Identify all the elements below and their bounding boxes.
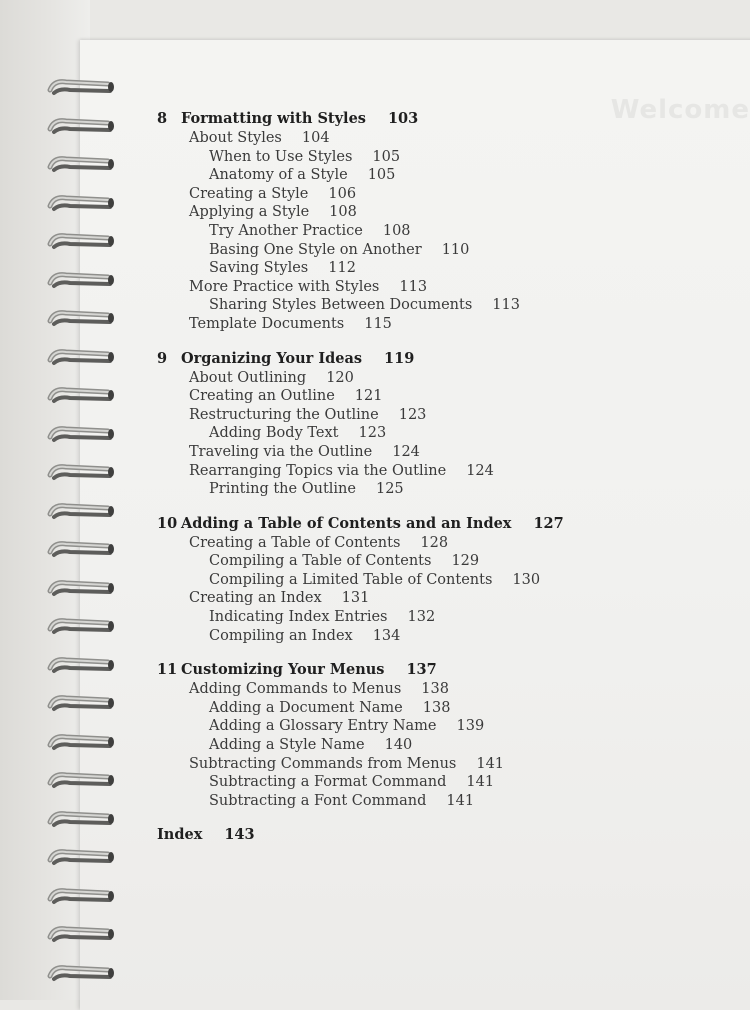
chapter-number: 9	[157, 349, 168, 367]
entry-title: Adding a Style Name	[209, 737, 365, 754]
spiral-coil	[44, 771, 116, 789]
spiral-coil	[44, 232, 116, 250]
toc-subsection-entry	[157, 259, 737, 278]
entry-title: More Practice with Styles	[189, 278, 380, 295]
chapter-page-number: 103	[387, 110, 419, 127]
entry-title: When to Use Styles	[209, 148, 353, 165]
toc-section-entry	[157, 387, 737, 406]
spiral-coil	[44, 463, 116, 481]
entry-page-number: 112	[328, 260, 356, 277]
spiral-coil	[44, 887, 116, 905]
toc-section-entry	[157, 185, 737, 204]
toc-subsection-entry	[157, 608, 737, 627]
chapter-title: Formatting with Styles	[181, 110, 366, 127]
entry-title: Sharing Styles Between Documents	[209, 297, 473, 314]
spiral-coil	[44, 617, 116, 635]
spiral-coil	[44, 964, 116, 982]
toc-section-entry	[157, 278, 737, 297]
toc-subsection-entry	[157, 148, 737, 167]
entry-page-number: 124	[466, 462, 494, 479]
spiral-coil	[44, 810, 116, 828]
toc-subsection-entry	[157, 424, 737, 443]
chapter-title: Organizing Your Ideas	[181, 349, 363, 367]
spiral-coil	[44, 925, 116, 943]
entry-page-number: 120	[326, 369, 354, 386]
entry-page-number: 123	[398, 406, 427, 423]
entry-title: Rearranging Topics via the Outline	[189, 462, 447, 479]
spiral-coil	[44, 579, 116, 597]
entry-page-number: 141	[446, 792, 475, 809]
entry-page-number: 104	[301, 130, 330, 146]
spiral-coil	[44, 194, 116, 212]
entry-page-number: 141	[476, 755, 505, 772]
entry-page-number: 138	[422, 699, 451, 716]
entry-title: Creating a Style	[189, 185, 309, 202]
entry-title: Subtracting a Format Command	[209, 774, 447, 791]
toc-section-entry	[157, 680, 737, 699]
entry-title: Compiling an Index	[209, 627, 353, 644]
entry-page-number: 140	[384, 737, 413, 754]
entry-title: Creating a Table of Contents	[189, 534, 401, 551]
entry-title: About Outlining	[189, 369, 307, 386]
toc-subsection-entry	[157, 792, 737, 811]
chapter-block	[157, 513, 737, 646]
spiral-coil	[44, 348, 116, 366]
entry-page-number: 138	[421, 681, 449, 698]
entry-title: Creating an Index	[189, 590, 322, 607]
entry-page-number: 130	[512, 571, 541, 588]
entry-title: Restructuring the Outline	[189, 406, 379, 423]
chapter-number: 10	[157, 514, 178, 532]
entry-page-number: 123	[358, 425, 387, 442]
entry-title: Anatomy of a Style	[209, 167, 348, 184]
entry-page-number: 110	[441, 241, 470, 258]
entry-title: About Styles	[189, 130, 282, 146]
spiral-coil	[44, 117, 116, 135]
entry-page-number: 128	[420, 534, 449, 551]
spiral-coil	[44, 309, 116, 327]
chapter-number: 11	[157, 661, 178, 679]
entry-title: Adding Commands to Menus	[189, 681, 402, 698]
entry-page-number: 125	[375, 481, 404, 498]
entry-title: Subtracting Commands from Menus	[189, 755, 457, 772]
toc-section-entry	[157, 129, 737, 148]
toc-subsection-entry	[157, 296, 737, 315]
spiral-coil	[44, 271, 116, 289]
toc-section-entry	[157, 589, 737, 608]
toc-section-entry	[157, 755, 737, 774]
chapter-title: Adding a Table of Contents and an Index	[181, 514, 512, 532]
entry-page-number: 105	[372, 148, 401, 165]
toc-subsection-entry	[157, 699, 737, 718]
spiral-coil	[44, 540, 116, 558]
entry-title: Adding Body Text	[209, 425, 339, 442]
chapter-heading	[157, 348, 737, 369]
toc-subsection-entry	[157, 241, 737, 260]
entry-title: Basing One Style on Another	[209, 241, 422, 258]
chapter-page-number: 127	[533, 514, 564, 532]
entry-title: Adding a Glossary Entry Name	[209, 718, 437, 735]
entry-page-number: 139	[456, 718, 485, 735]
entry-title: Creating an Outline	[189, 388, 335, 405]
entry-page-number: 121	[354, 388, 383, 405]
toc-subsection-entry	[157, 552, 737, 571]
toc-section-entry	[157, 369, 737, 388]
toc-subsection-entry	[157, 571, 737, 590]
toc-section-entry	[157, 203, 737, 222]
entry-title: Printing the Outline	[209, 481, 356, 498]
spiral-coil	[44, 694, 116, 712]
show-through-heading: Welcome	[610, 95, 750, 125]
entry-page-number: 134	[372, 627, 401, 644]
chapter-page-number: 119	[384, 349, 415, 367]
entry-page-number: 141	[466, 774, 495, 791]
chapter-heading	[157, 659, 737, 680]
chapter-page-number: 137	[406, 661, 437, 679]
entry-page-number: 105	[367, 167, 396, 184]
toc-subsection-entry	[157, 773, 737, 792]
spiral-coil	[44, 733, 116, 751]
chapter-number: 8	[157, 110, 168, 127]
entry-page-number: 106	[328, 185, 357, 202]
entry-title: Applying a Style	[189, 204, 310, 221]
chapter-list	[157, 108, 737, 810]
toc-subsection-entry	[157, 480, 737, 499]
spiral-coil	[44, 502, 116, 520]
entry-title: Compiling a Limited Table of Contents	[209, 571, 493, 588]
spiral-coil	[44, 155, 116, 173]
spiral-coil	[44, 78, 116, 96]
toc-section-entry	[157, 315, 737, 334]
entry-page-number: 113	[492, 297, 520, 314]
entry-page-number: 132	[407, 609, 436, 626]
toc-section-entry	[157, 462, 737, 481]
spiral-coil	[44, 656, 116, 674]
spiral-coil	[44, 425, 116, 443]
entry-title: Traveling via the Outline	[189, 443, 373, 460]
chapter-block	[157, 348, 737, 499]
entry-title: Indicating Index Entries	[209, 609, 388, 626]
entry-title: Subtracting a Font Command	[209, 792, 427, 809]
toc-subsection-entry	[157, 166, 737, 185]
toc-section-entry	[157, 534, 737, 553]
chapter-block	[157, 108, 737, 334]
toc-subsection-entry	[157, 736, 737, 755]
index-entry	[157, 824, 737, 845]
index-title: Index	[157, 826, 203, 844]
entry-title: Try Another Practice	[209, 222, 363, 239]
toc-subsection-entry	[157, 627, 737, 646]
table-of-contents	[157, 108, 737, 845]
entry-page-number: 131	[341, 590, 370, 607]
entry-title: Adding a Document Name	[209, 699, 403, 716]
entry-title: Compiling a Table of Contents	[209, 553, 432, 570]
toc-subsection-entry	[157, 222, 737, 241]
entry-title: Saving Styles	[209, 260, 309, 277]
entry-page-number: 108	[382, 222, 411, 239]
spiral-coil	[44, 848, 116, 866]
entry-page-number: 108	[329, 204, 357, 221]
chapter-heading	[157, 108, 737, 129]
toc-subsection-entry	[157, 717, 737, 736]
entry-page-number: 129	[451, 553, 480, 570]
chapter-title: Customizing Your Menus	[181, 661, 385, 679]
toc-section-entry	[157, 406, 737, 425]
chapter-block	[157, 659, 737, 810]
entry-page-number: 115	[364, 315, 392, 332]
entry-title: Template Documents	[189, 315, 345, 332]
entry-page-number: 113	[399, 278, 428, 295]
index-page-number: 143	[224, 826, 255, 844]
spiral-coil	[44, 386, 116, 404]
chapter-heading	[157, 513, 737, 534]
toc-section-entry	[157, 443, 737, 462]
entry-page-number: 124	[392, 443, 420, 460]
